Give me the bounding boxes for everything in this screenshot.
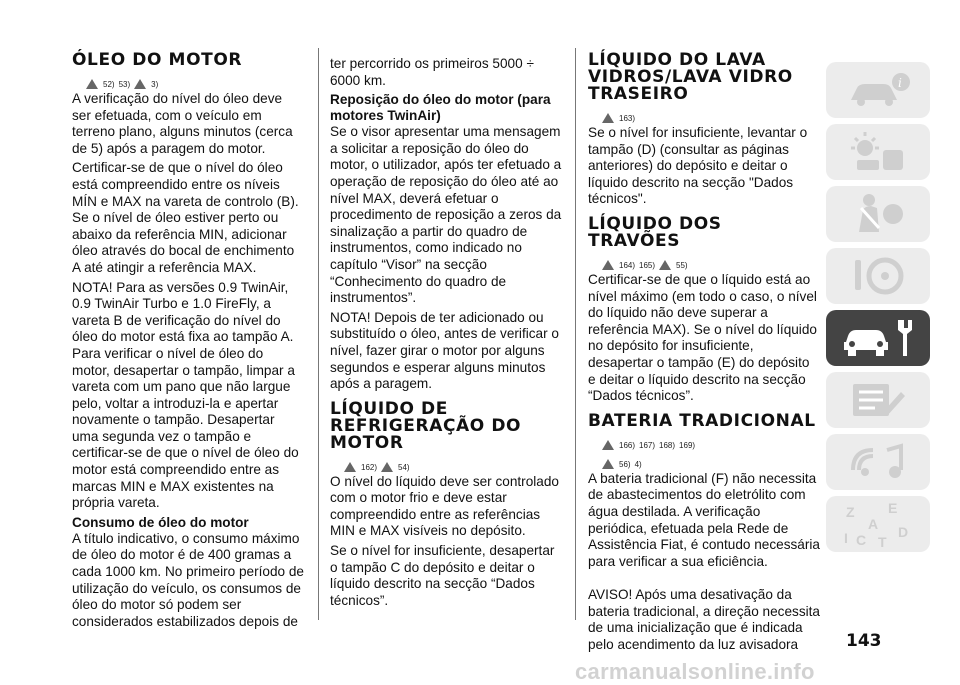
subheading-consumo: Consumo de óleo do motor bbox=[72, 514, 249, 530]
reference-note: 56) bbox=[619, 459, 631, 469]
warning-triangle-icon bbox=[602, 260, 614, 270]
warning-triangle-icon bbox=[344, 462, 356, 472]
column-divider bbox=[575, 48, 576, 620]
paragraph: AVISO! Após uma desativação da bateria tradicional, a direção necessita de uma inicialização que é indicada pelo acendimento da luz avisadora bbox=[588, 587, 820, 653]
info-car-icon bbox=[843, 70, 913, 110]
reference-note: 54) bbox=[398, 462, 410, 472]
heading-bateria: BATERIA TRADICIONAL bbox=[588, 410, 816, 431]
svg-text:Z: Z bbox=[846, 504, 855, 520]
tab-info-car[interactable] bbox=[826, 62, 930, 118]
paragraph: Se o nível for insuficiente, desapertar o tampão C do depósito e deitar o líquido descrito na secção “Dados técnicos”. bbox=[330, 543, 555, 608]
column-1 bbox=[72, 52, 304, 633]
svg-text:D: D bbox=[898, 524, 909, 540]
reference-note: 53) bbox=[118, 80, 131, 89]
paragraph: Se o visor apresentar uma mensagem a solicitar a reposição do óleo do motor, o utilizador, após ter efetuado a operação de reposição do óleo até ao nível MAX, deverá efetuar o procedimento de reposição a zeros da sinalização a partir do quadro de instrumentos, como indicado no capítulo “Visor” na secção “Conhecimento do quadro de instrumentos”. bbox=[330, 124, 562, 306]
paragraph: NOTA! Para as versões 0.9 TwinAir, 0.9 TwinAir Turbo e 1.0 FireFly, a vareta B de verificação do nível do óleo do motor está fixa ao tampão A. Para verificar o nível de óleo do motor, desapertar o tampão, limpar a vareta com um pano que não largue pelo, voltar a introduzi-la e apertar novamente o tampão. Desapertar uma segunda vez o tampão e certificar-se de que o nível de óleo do motor está compreendido entre as marcas MIN e MAX existentes na própria vareta. bbox=[72, 279, 299, 511]
reference-note: 167) bbox=[639, 440, 656, 450]
reference-marks bbox=[588, 452, 820, 469]
column-2 bbox=[330, 56, 562, 612]
reference-note: 168) bbox=[659, 440, 676, 450]
multimedia-icon bbox=[843, 440, 913, 484]
reference-note: 163) bbox=[619, 114, 636, 123]
alphabetical-index-icon bbox=[838, 499, 918, 549]
svg-text:A: A bbox=[868, 516, 879, 532]
paragraph: ter percorrido os primeiros 5000 ÷ 6000 km. bbox=[330, 56, 534, 88]
tab-index[interactable] bbox=[826, 496, 930, 552]
heading-oleo-motor: ÓLEO DO MOTOR bbox=[72, 50, 243, 70]
seatbelt-airbag-icon bbox=[843, 192, 913, 236]
technical-data-icon bbox=[843, 378, 913, 422]
caution-triangle-icon bbox=[602, 459, 614, 469]
reference-note: 52) bbox=[103, 80, 115, 89]
watermark: carmanualsonline.info bbox=[575, 659, 815, 684]
paragraph: O nível do líquido deve ser controlado com o motor frio e deve estar compreendido entre as referências MIN e MAX visíveis no depósito. bbox=[330, 473, 559, 539]
tab-safety[interactable] bbox=[826, 186, 930, 242]
paragraph: A bateria tradicional (F) não necessita de abastecimentos do eletrólito com água destilada. A verificação periódica, efetuada pela Rede de Assistência Fiat, é contudo necessária para verificar a sua eficiência. bbox=[588, 470, 820, 569]
warning-triangle-icon bbox=[602, 440, 614, 450]
steering-wheel-key-icon bbox=[843, 254, 913, 298]
svg-text:i: i bbox=[898, 76, 902, 90]
reference-note: 166) bbox=[619, 440, 636, 450]
subheading-reposicao: Reposição do óleo do motor (para motores TwinAir) bbox=[330, 92, 551, 124]
caution-triangle-icon bbox=[381, 462, 393, 472]
reference-note: 169) bbox=[679, 440, 696, 450]
paragraph: Se o nível for insuficiente, levantar o tampão (D) (consultar as páginas anteriores) do depósito e deitar o líquido descrito na secção "Dados técnicos". bbox=[588, 125, 808, 207]
paragraph: NOTA! Depois de ter adicionado ou substituído o óleo, antes de verificar o nível, fazer girar o motor por alguns segundos e esperar alguns minutos após a paragem. bbox=[330, 309, 559, 392]
heading-liquido-lava-vidros: LÍQUIDO DO LAVA VIDROS/LAVA VIDRO TRASEIRO bbox=[588, 50, 793, 104]
column-3 bbox=[588, 52, 820, 657]
reference-marks bbox=[588, 433, 820, 450]
dashboard-lights-icon bbox=[843, 130, 913, 174]
svg-text:E: E bbox=[888, 500, 898, 516]
page-number: 143 bbox=[846, 631, 882, 651]
tab-maintenance[interactable] bbox=[826, 310, 930, 366]
caution-triangle-icon bbox=[134, 79, 146, 89]
paragraph: A título indicativo, o consumo máximo de óleo do motor é de 400 gramas a cada 1000 km. No primeiro período de utilização do veículo, os consumos de óleo do motor só podem ser considerados estabilizados depois de bbox=[72, 530, 304, 629]
reference-marks bbox=[330, 455, 562, 472]
heading-liquido-travoes: LÍQUIDO DOS TRAVÕES bbox=[588, 213, 722, 251]
tab-technical-data[interactable] bbox=[826, 372, 930, 428]
tab-dashboard[interactable] bbox=[826, 124, 930, 180]
column-divider bbox=[318, 48, 319, 620]
warning-triangle-icon bbox=[602, 113, 614, 123]
svg-text:C: C bbox=[856, 532, 867, 548]
reference-note: 162) bbox=[361, 462, 378, 472]
reference-marks bbox=[588, 106, 820, 123]
caution-triangle-icon bbox=[659, 260, 671, 270]
paragraph: Certificar-se de que o nível do óleo está compreendido entre os níveis MÍN e MAX na vareta de controlo (B). Se o nível de óleo estiver perto ou abaixo da referência MIN, adicionar óleo através do bocal de enchimento A até atingir a referência MAX. bbox=[72, 160, 299, 275]
heading-liquido-refrigeracao: LÍQUIDO DE REFRIGERAÇÃO DO MOTOR bbox=[330, 398, 522, 453]
reference-marks bbox=[72, 72, 304, 89]
reference-note: 165) bbox=[639, 260, 656, 270]
paragraph: Certificar-se de que o líquido está ao nível máximo (em todo o caso, o nível do líquido não deve superar a referência MAX). Se o nível do líquido no depósito for insuficiente, desapertar o tampão (E) do depósito e deitar o líquido descrito na secção “Dados técnicos”. bbox=[588, 271, 817, 404]
tab-starting-driving[interactable] bbox=[826, 248, 930, 304]
car-wrench-icon bbox=[838, 316, 918, 360]
reference-note: 4) bbox=[634, 459, 642, 469]
tab-multimedia[interactable] bbox=[826, 434, 930, 490]
paragraph: A verificação do nível do óleo deve ser efetuada, com o veículo em terreno plano, alguns minutos (cerca de 5) após a paragem do motor. bbox=[72, 91, 293, 156]
reference-note: 3) bbox=[151, 80, 159, 89]
svg-text:T: T bbox=[878, 534, 887, 549]
svg-text:I: I bbox=[844, 530, 848, 546]
chapter-sidebar bbox=[826, 62, 930, 558]
reference-note: 164) bbox=[619, 260, 636, 270]
reference-marks bbox=[588, 253, 820, 270]
reference-note: 55) bbox=[676, 260, 688, 270]
warning-triangle-icon bbox=[86, 79, 98, 89]
